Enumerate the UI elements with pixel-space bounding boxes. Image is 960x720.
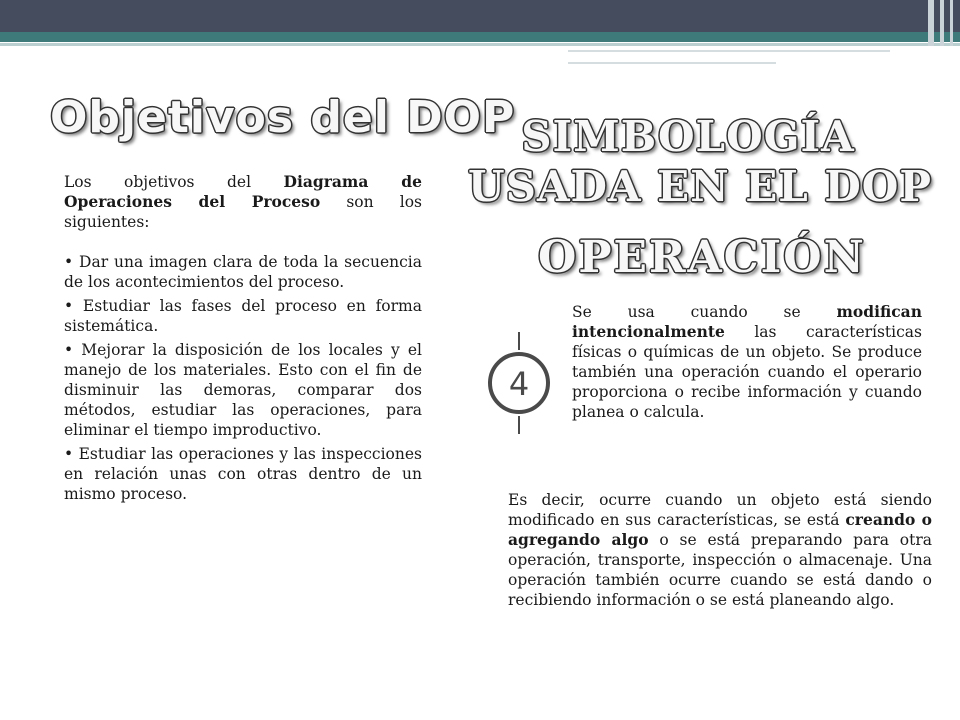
corner-accent-stripe — [950, 0, 953, 46]
corner-accent-stripe — [940, 0, 944, 46]
decorative-line — [568, 62, 776, 64]
corner-accent-stripe — [928, 0, 934, 46]
objectives-intro — [64, 172, 422, 232]
symbol-number: 4 — [508, 365, 530, 403]
operation-symbol-icon — [486, 332, 552, 434]
definition-text-end: las características físicas o químicas de un objeto. Se produce también una operación cuando el operario proporciona o recibe información y cuando planea o calcula. — [572, 323, 922, 421]
objectives-title: Objetivos del DOP — [50, 92, 516, 143]
intro-text-start: Los objetivos del — [64, 173, 284, 191]
objectives-list — [64, 252, 422, 504]
explanation-text-start: Es decir, ocurre cuando un objeto está siendo modificado en sus características, se está — [508, 491, 932, 529]
operation-explanation — [508, 490, 932, 610]
teal-accent-band — [0, 32, 960, 42]
objective-item: • Estudiar las fases del proceso en forma sistemática. — [64, 297, 422, 335]
operation-title: OPERACIÓN — [538, 232, 866, 283]
symbology-title — [468, 112, 932, 212]
explanation-text-end: o se está preparando para otra operación, transporte, inspección o almacenaje. Una operación también ocurre cuando se está dando o recibiendo información o se está planeando algo. — [508, 531, 932, 609]
objective-item: • Estudiar las operaciones y las inspecciones en relación unas con otras dentro de un mismo proceso. — [64, 445, 422, 503]
definition-text-bold: modifican intencionalmente — [572, 302, 922, 341]
objective-item: • Dar una imagen clara de toda la secuencia de los acontecimientos del proceso. — [64, 253, 422, 291]
explanation-paragraph — [508, 490, 932, 610]
intro-text-bold: Diagrama de Operaciones del Proceso — [64, 172, 422, 211]
intro-text-end: son los siguientes: — [64, 193, 422, 231]
definition-text-start: Se usa cuando se — [572, 303, 837, 321]
light-accent-band — [0, 43, 960, 46]
top-banner — [0, 0, 960, 32]
symbology-title-line1: SIMBOLOGÍA — [521, 112, 855, 161]
objectives-text — [64, 172, 422, 508]
explanation-text-bold: creando o agregando algo — [508, 510, 932, 549]
operation-definition — [572, 302, 922, 422]
symbology-title-line2: USADA EN EL DOP — [468, 162, 932, 211]
definition-paragraph — [572, 302, 922, 422]
decorative-line — [568, 50, 890, 52]
objective-item: • Mejorar la disposición de los locales y el manejo de los materiales. Esto con el fin de disminuir las demoras, comparar dos métodos, estudiar las operaciones, para eliminar el tiempo improductivo. — [64, 341, 422, 439]
